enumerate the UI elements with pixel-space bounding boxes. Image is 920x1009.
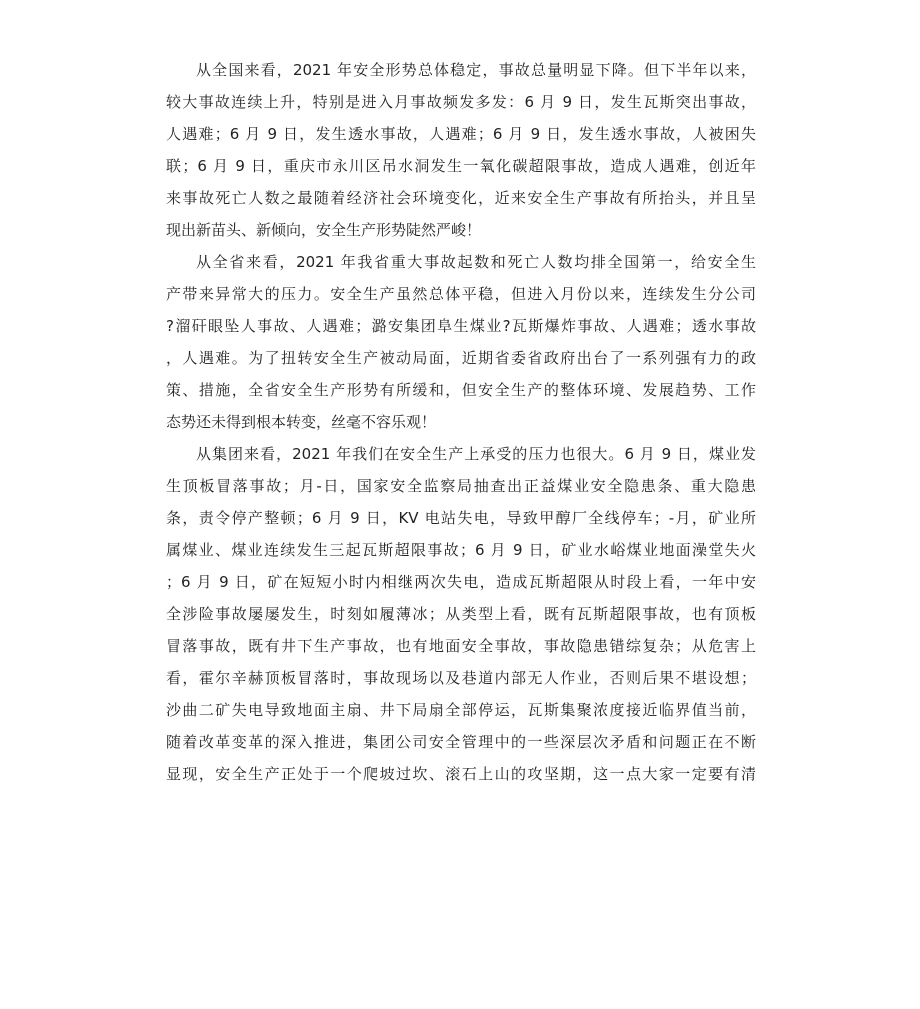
paragraph-group (166, 438, 756, 790)
text-line: ?溜矸眼坠人事故、人遇难；潞安集团阜生煤业?瓦斯爆炸事故、人遇难；透水事故 (166, 317, 756, 335)
text-line: 现出新苗头、新倾向，安全生产形势陡然严峻！ (166, 221, 482, 239)
text-line: 冒落事故，既有井下生产事故，也有地面安全事故，事故隐患错综复杂；从危害上 (166, 637, 756, 655)
text-line: 全涉险事故屡屡发生，时刻如履薄冰；从类型上看，既有瓦斯超限事故，也有顶板 (166, 605, 756, 623)
text-line: 较大事故连续上升，特别是进入月事故频发多发：6 月 9 日，发生瓦斯突出事故， (166, 93, 756, 111)
text-line: 态势还未得到根本转变，丝毫不容乐观！ (166, 413, 437, 431)
text-line: 联；6 月 9 日，重庆市永川区吊水洞发生一氧化碳超限事故，造成人遇难，创近年 (166, 157, 756, 175)
text-line: 生顶板冒落事故；月-日，国家安全监察局抽查出正益煤业安全隐患条、重大隐患 (166, 477, 756, 495)
paragraph-province (166, 246, 756, 438)
text-line: 从全国来看，2021 年安全形势总体稳定，事故总量明显下降。但下半年以来， (196, 61, 756, 79)
text-line: 产带来异常大的压力。安全生产虽然总体平稳，但进入月份以来，连续发生分公司 (166, 285, 756, 303)
paragraph-national (166, 54, 756, 246)
text-line: 属煤业、煤业连续发生三起瓦斯超限事故；6 月 9 日，矿业水峪煤业地面澡堂失火 (166, 541, 756, 559)
text-line: 看，霍尔辛赫顶板冒落时，事故现场以及巷道内部无人作业，否则后果不堪设想； (166, 669, 756, 687)
text-line: 条，责令停产整顿；6 月 9 日，KV 电站失电，导致甲醇厂全线停车；-月，矿业所 (166, 509, 756, 527)
text-line: 从全省来看，2021 年我省重大事故起数和死亡人数均排全国第一，给安全生 (196, 253, 756, 271)
text-line: 来事故死亡人数之最随着经济社会环境变化，近来安全生产事故有所抬头，并且呈 (166, 189, 756, 207)
document-body (166, 54, 756, 790)
text-line: 人遇难；6 月 9 日，发生透水事故，人遇难；6 月 9 日，发生透水事故，人被困失 (166, 125, 756, 143)
text-line: 显现，安全生产正处于一个爬坡过坎、滚石上山的攻坚期，这一点大家一定要有清 (166, 765, 756, 783)
text-line: 沙曲二矿失电导致地面主扇、井下局扇全部停运，瓦斯集聚浓度接近临界值当前， (166, 701, 756, 719)
text-line: 从集团来看，2021 年我们在安全生产上承受的压力也很大。6 月 9 日，煤业发 (196, 445, 756, 463)
text-line: 策、措施，全省安全生产形势有所缓和，但安全生产的整体环境、发展趋势、工作 (166, 381, 756, 399)
text-line: ；6 月 9 日，矿在短短小时内相继两次失电，造成瓦斯超限从时段上看，一年中安 (166, 573, 756, 591)
text-line: 随着改革变革的深入推进，集团公司安全管理中的一些深层次矛盾和问题正在不断 (166, 733, 756, 751)
text-line: ，人遇难。为了扭转安全生产被动局面，近期省委省政府出台了一系列强有力的政 (166, 349, 756, 367)
